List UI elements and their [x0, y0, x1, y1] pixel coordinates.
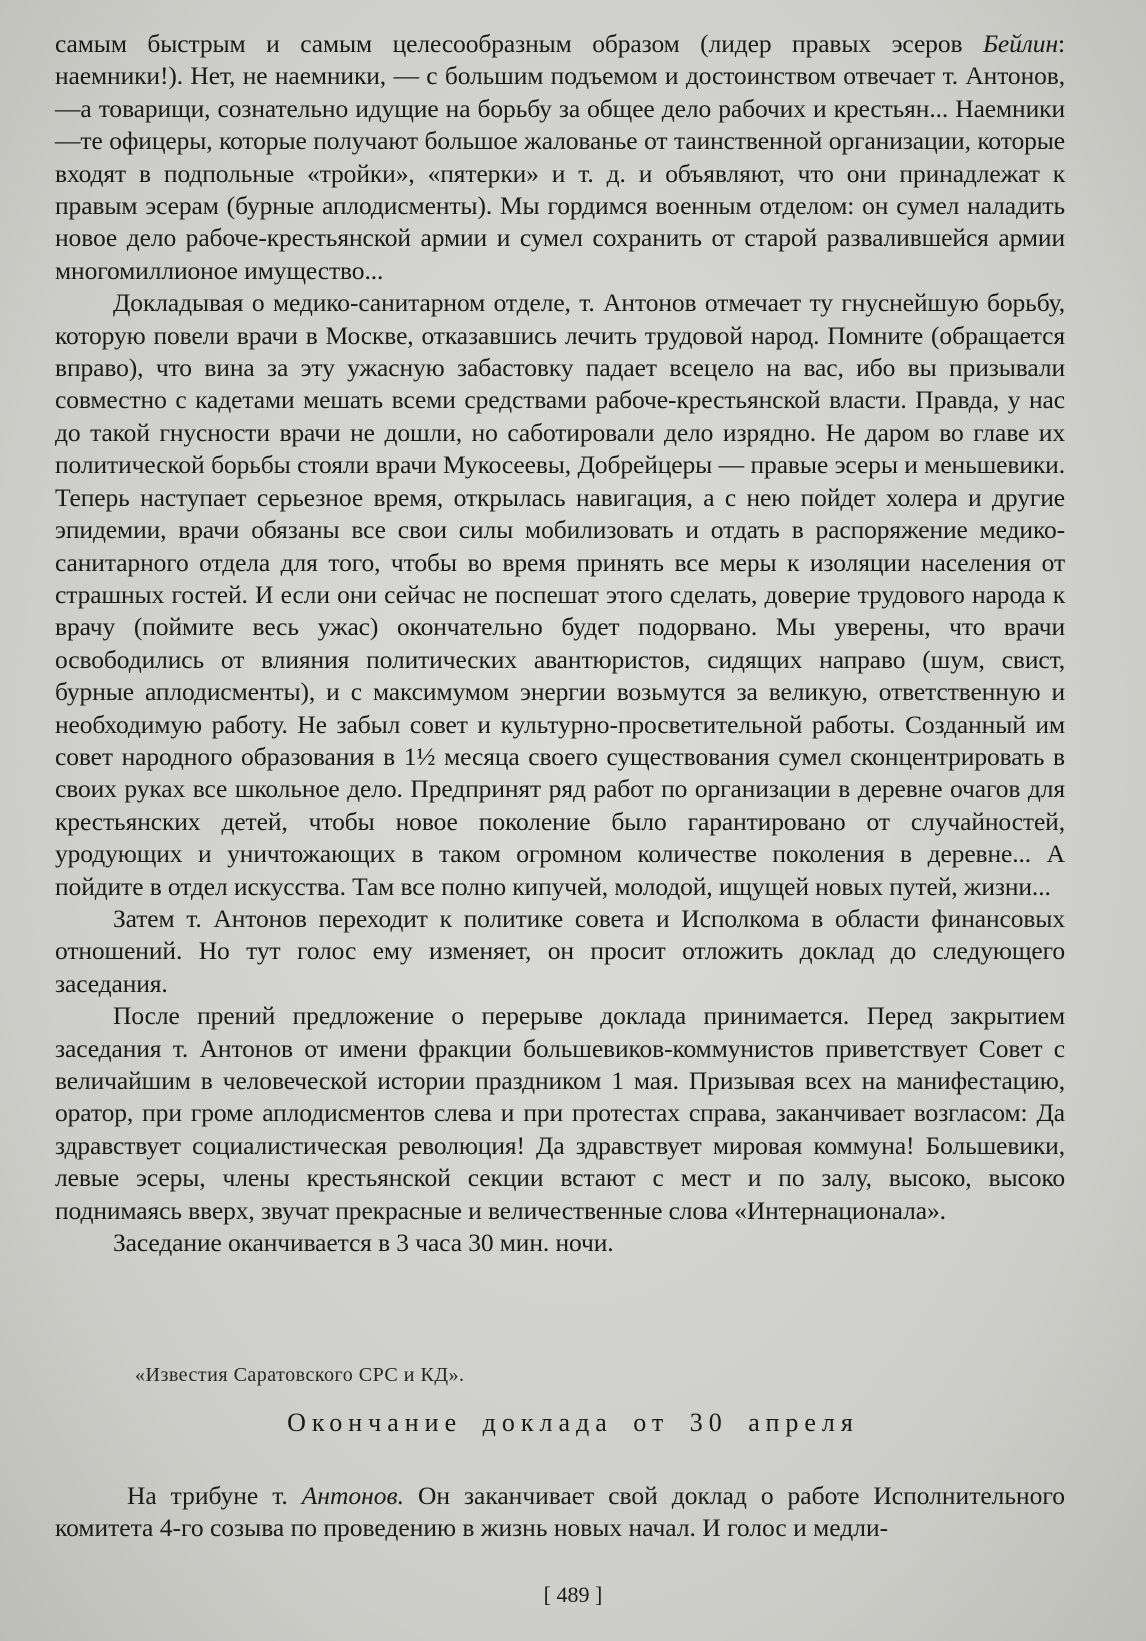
section-heading: Окончание доклада от 30 апреля — [287, 1408, 859, 1437]
main-text — [55, 28, 1065, 1259]
paragraph-1 — [55, 28, 1065, 287]
speaker-name-antonov: Антонов. — [301, 1481, 404, 1510]
paragraph-1-rest: : наемники!). Нет, не наемники, — с большим подъемом и достоинством отвечает т. Антонов,—а товарищи, сознательно идущие на борьбу за общее дело рабочих и крестьян... Наемники—те офицеры, которые получают большое жалованье от таинственной организации, которые входят в подпольные «тройки», «пятерки» и т. д. и объявляют, что они принадлежат к правым эсерам (бурные аплодисменты). Мы гордимся военным отделом: он сумел наладить новое дело рабоче-крестьянской армии и сумел сохранить от старой развалившейся армии многомиллионое имущество... — [55, 29, 1065, 285]
source-citation: «Известия Саратовского СРС и КД». — [135, 1364, 465, 1386]
paragraph-5: Заседание оканчивается в 3 часа 30 мин. ночи. — [113, 1228, 614, 1258]
paragraph-1-start: самым быстрым и самым целесообразным образом (лидер правых эсеров — [55, 29, 983, 58]
speaker-name-beilin: Бейлин — [982, 29, 1058, 58]
paragraph-2: Докладывая о медико-санитарном отделе, т. Антонов отмечает ту гнуснейшую борьбу, которую повели врачи в Москве, отказавшись лечить трудовой народ. Помните (обращается вправо), что вина за эту ужасную забастовку падает всецело на вас, ибо вы призывали совместно с кадетами мешать всеми средствами рабоче-крестьянской власти. Правда, у нас до такой гнусности врачи не дошли, но саботировали дело изрядно. Не даром во главе их политической борьбы стояли врачи Мукосеевы, Добрейцеры — правые эсеры и меньшевики. Теперь наступает серьезное время, открылась навигация, а с нею пойдет холера и другие эпидемии, врачи обязаны все свои силы мобилизовать и отдать в распоряжение медико-санитарного отдела для того, чтобы во время принять все меры к изоляции населения от страшных гостей. И если они сейчас не поспешат этого сделать, доверие трудового народа к врачу (поймите весь ужас) окончательно будет подорвано. Мы уверены, что врачи освободились от влияния политических авантюристов, сидящих направо (шум, свист, бурные аплодисменты), и с максимумом энергии возьмутся за великую, ответственную и необходимую работу. Не забыл совет и культурно-просветительной работы. Созданный им совет народного образования в 1½ месяца своего существования сумел сконцентрировать в своих руках все школьное дело. Предпринят ряд работ по организации в деревне очагов для крестьянских детей, чтобы новое поколение было гарантировано от случайностей, уродующих и уничтожающих в таком огромном количестве поколения в деревне... А пойдите в отдел искусства. Там все полно кипучей, молодой, ищущей новых путей, жизни... — [55, 288, 1065, 901]
page-number: [ 489 ] — [543, 1582, 603, 1607]
paragraph-4: После прений предложение о перерыве доклада принимается. Перед закрытием заседания т. Антонов от имени фракции большевиков-коммунистов приветствует Совет с величайшим в человеческой истории праздником 1 мая. Призывая всех на манифестацию, оратор, при громе аплодисментов слева и при протестах справа, заканчивает возгласом: Да здравствует социалистическая революция! Да здравствует мировая коммуна! Большевики, левые эсеры, члены крестьянской секции встают с мест и по залу, высоко, высоко поднимаясь вверх, звучат прекрасные и величественные слова «Интернационала». — [55, 1001, 1065, 1225]
closing-rest: Он заканчивает свой доклад о работе Исполнительного комитета 4-го созыва по проведению в жизнь новых начал. И голос и медли- — [55, 1481, 1065, 1543]
closing-start: На трибуне т. — [127, 1481, 302, 1510]
closing-paragraph — [55, 1480, 1065, 1545]
paragraph-3: Затем т. Антонов переходит к политике совета и Исполкома в области финансовых отношений. Но тут голос ему изменяет, он просит отложить доклад до следующего заседания. — [55, 903, 1065, 998]
